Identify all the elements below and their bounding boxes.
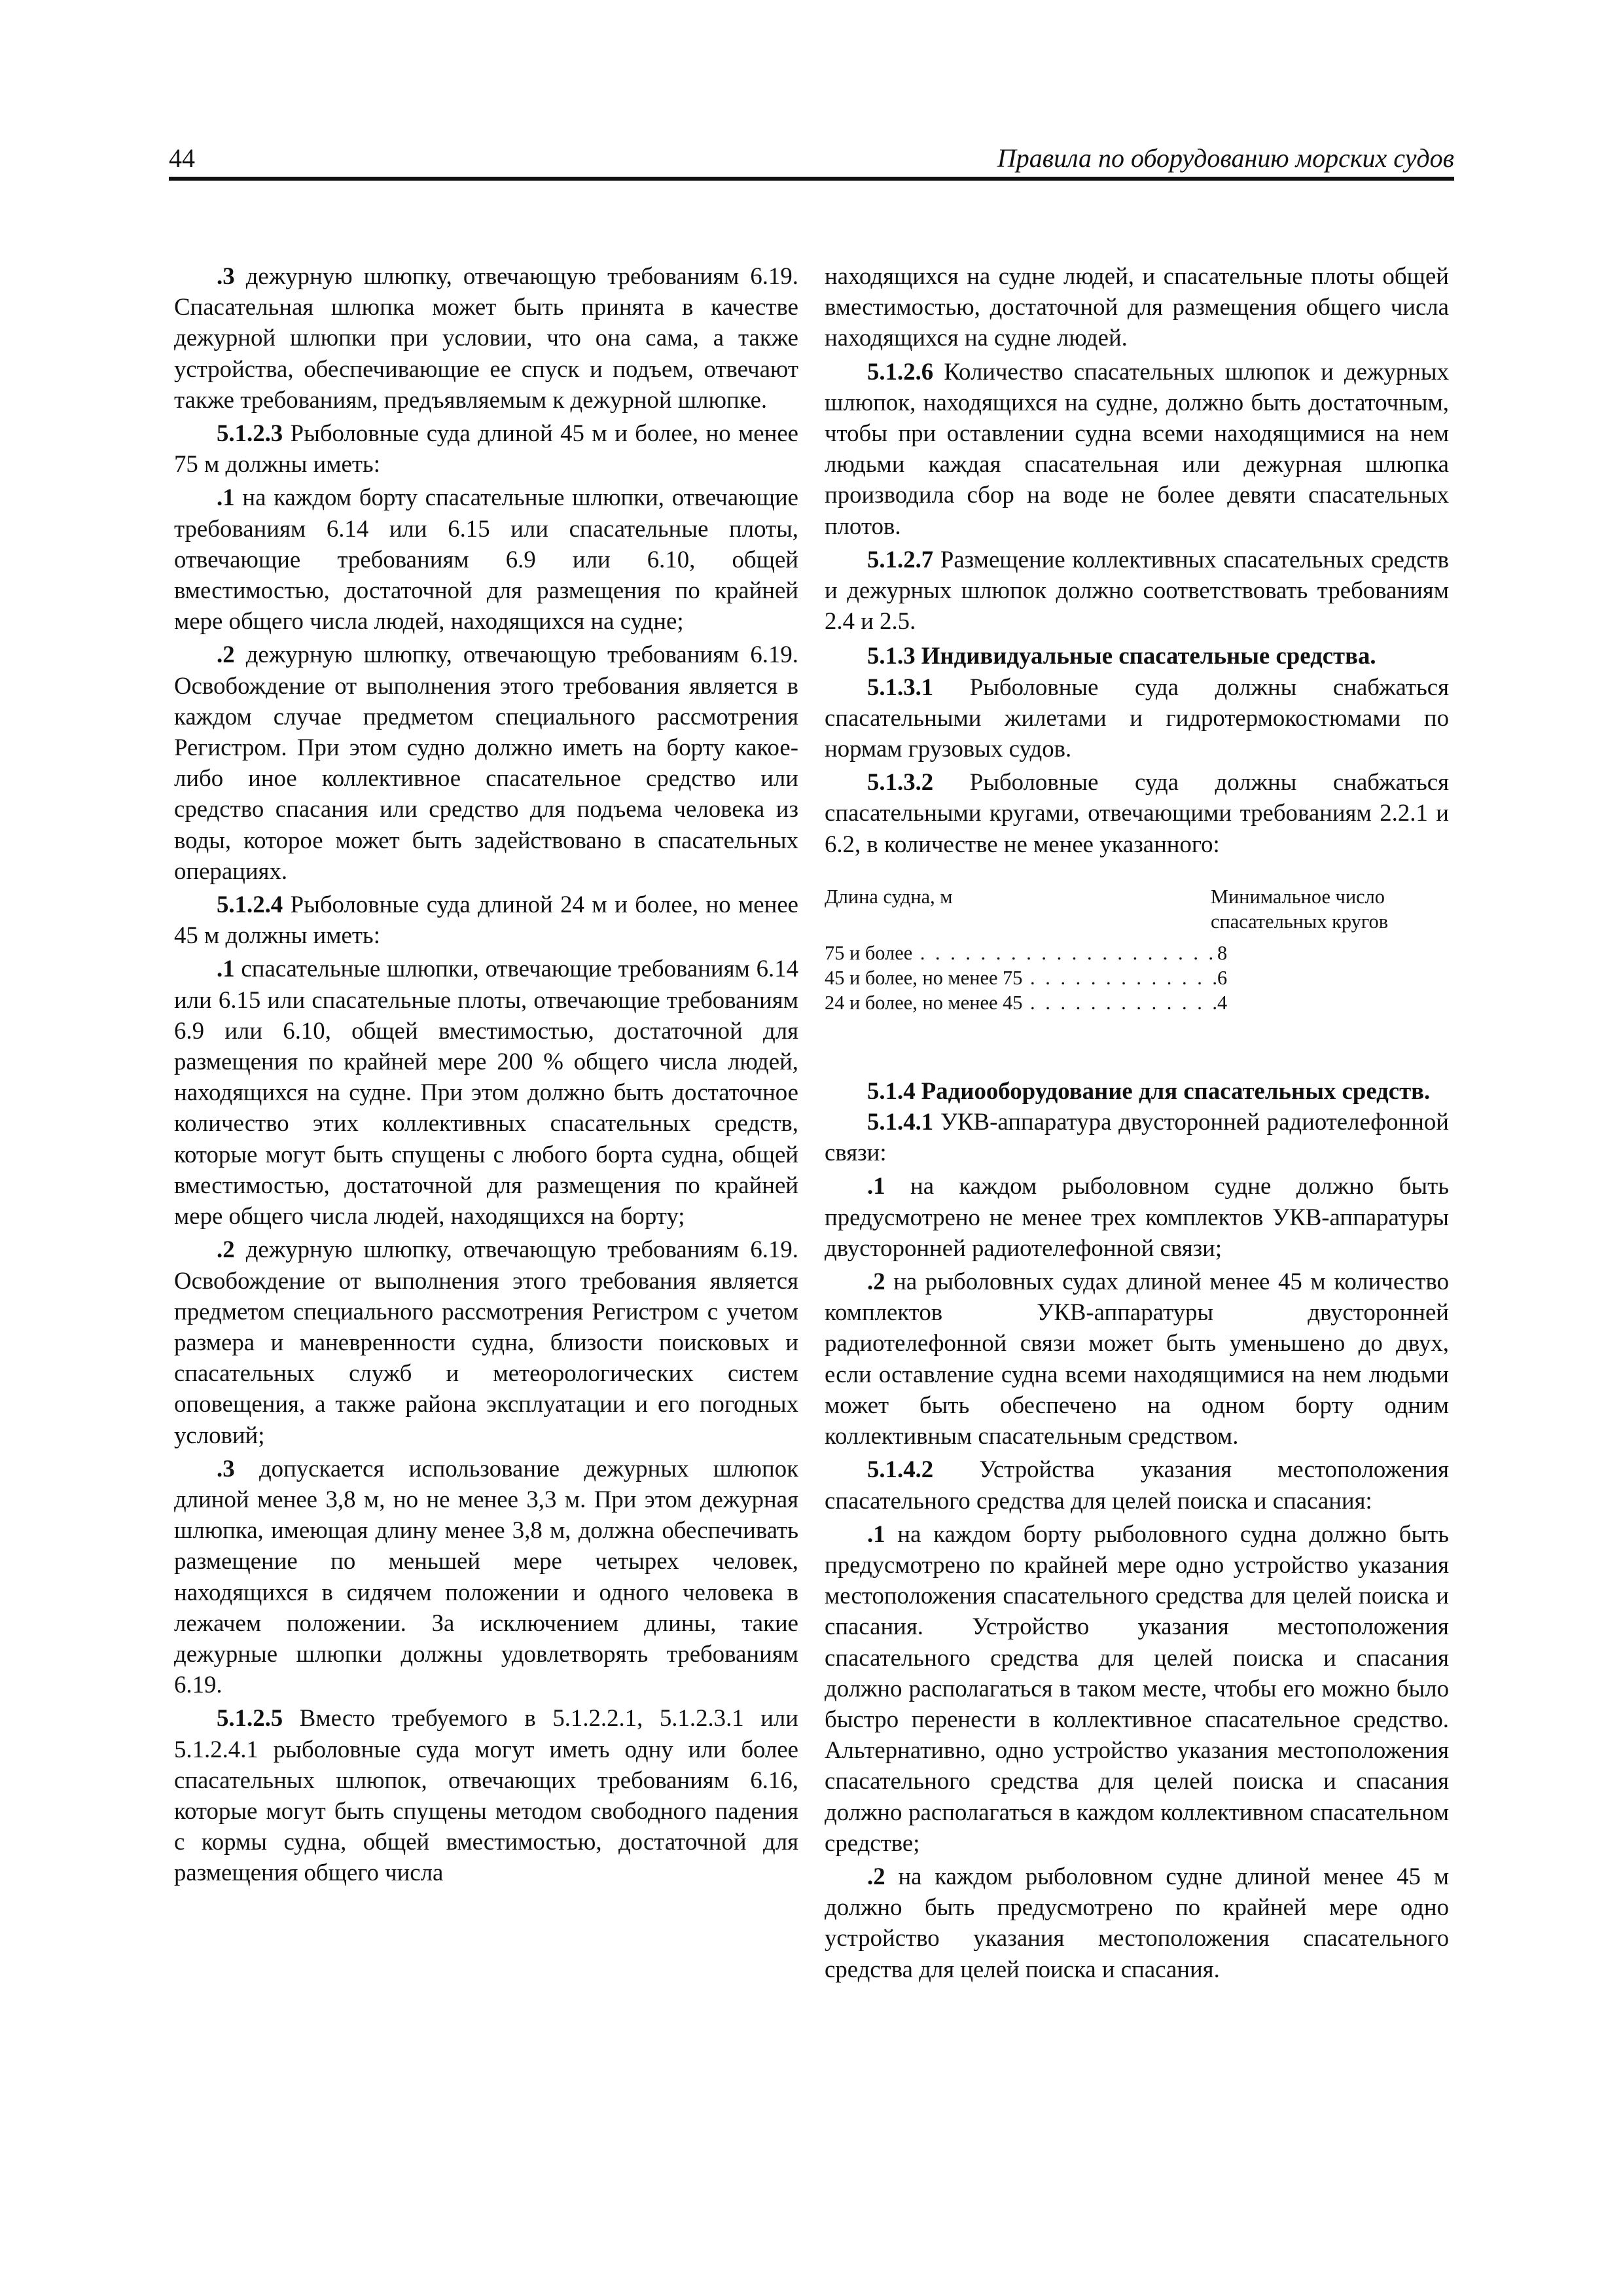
section-heading: 5.1.4 Радиооборудование для спасательных средств. [867, 1077, 1431, 1104]
paragraph: .2 дежурную шлюпку, отвечающую требованиям 6.19. Освобождение от выполнения этого требования является в каждом случае предметом специального рассмотрения Регистром. При этом судно должно иметь на борту какое-либо иное коллективное спасательное средство или средство спасания или средство для подъема человека из воды, которое может быть задействовано в спасательных операциях. [174, 641, 798, 884]
section-heading: 5.1.3 Индивидуальные спасательные средства. [867, 642, 1376, 670]
rings-row-label: 24 и более, но менее 45 . . . [825, 990, 1217, 1015]
paragraph: 5.1.4.2 Устройства указания местоположения спасательного средства для целей поиска и спасания: [825, 1456, 1449, 1514]
rings-table [825, 884, 1449, 1015]
page-number: 44 [169, 143, 195, 173]
paragraph: .1 на каждом рыболовном судне должно быть предусмотрено не менее трех комплектов УКВ-аппаратуры двусторонней радиотелефонной связи; [825, 1172, 1449, 1261]
rings-row-label: 75 и более . . . [825, 941, 1217, 965]
table-row [825, 990, 1449, 1015]
paragraph: 5.1.4.1 УКВ-аппаратура двусторонней радиотелефонной связи: [825, 1108, 1449, 1166]
rings-table-header [825, 884, 1449, 934]
running-title: Правила по оборудованию морских судов [997, 143, 1454, 173]
right-column [825, 260, 1449, 1984]
rings-col-length: Длина судна, м [825, 885, 953, 908]
paragraph: .1 на каждом борту рыболовного судна должно быть предусмотрено по крайней мере одно устройство указания местоположения спасательного средства для целей поиска и спасания. Устройство указания местоположения спасательного средства для целей поиска и спасания должно располагаться в таком месте, чтобы его можно было быстро перенести в коллективное спасательное средство. Альтернативно, одно устройство указания местоположения спасательного средства для целей поиска и спасания должно располагаться в каждом коллективном спасательном средстве; [825, 1520, 1449, 1856]
rings-row-value: 8 [1217, 941, 1228, 964]
paragraph: 5.1.3.1 Рыболовные суда должны снабжаться спасательными жилетами и гидротермокостюмами по нормам грузовых судов. [825, 673, 1449, 762]
paragraph: 5.1.2.5 Вместо требуемого в 5.1.2.2.1, 5.1.2.3.1 или 5.1.2.4.1 рыболовные суда могут иметь одну или более спасательных шлюпок, отвечающих требованиям 6.16, которые могут быть спущены методом свободного падения с кормы судна, общей вместимостью, достаточной для размещения общего числа [174, 1704, 798, 1886]
paragraph: .2 на рыболовных судах длиной менее 45 м количество комплектов УКВ-аппаратуры двусторонней радиотелефонной связи может быть уменьшено до двух, если оставление судна всеми находящимися на нем людьми может быть обеспечено на одном борту одним коллективным спасательным средством. [825, 1268, 1449, 1450]
paragraph: .2 дежурную шлюпку, отвечающую требованиям 6.19. Освобождение от выполнения этого требования является предметом специального рассмотрения Регистром с учетом размера и маневренности судна, близости поисковых и спасательных служб и метеорологических систем оповещения, а также района эксплуатации и его погодных условий; [174, 1236, 798, 1448]
rings-row-label: 45 и более, но менее 75 . . . [825, 965, 1217, 990]
paragraph: 5.1.2.3 Рыболовные суда длиной 45 м и более, но менее 75 м должны иметь: [174, 420, 798, 478]
table-row [825, 965, 1449, 990]
paragraph: 5.1.2.6 Количество спасательных шлюпок и дежурных шлюпок, находящихся на судне, должно быть достаточным, чтобы при оставлении судна всеми находящимися на нем людьми каждая спасательная или дежурная шлюпка производила сбор на воде не более девяти спасательных плотов. [825, 357, 1449, 539]
paragraph: .1 спасательные шлюпки, отвечающие требованиям 6.14 или 6.15 или спасательные плоты, отвечающие требованиям 6.9 или 6.10, общей вместимостью, достаточной для размещения по крайней мере 200 % общего числа людей, находящихся на судне. При этом должно быть достаточное количество этих коллективных спасательных средств, которые могут быть спущены с любого борта судна, общей вместимостью, достаточной для размещения по крайней мере общего числа людей, находящихся на борту; [174, 955, 798, 1230]
paragraph: .2 на каждом рыболовном судне длиной менее 45 м должно быть предусмотрено по крайней мере одно устройство указания местоположения спасательного средства для целей поиска и спасания. [825, 1862, 1449, 1982]
paragraph: .3 допускается использование дежурных шлюпок длиной менее 3,8 м, но не менее 3,3 м. При этом дежурная шлюпка, имеющая длину менее 3,8 м, должна обеспечивать размещение по меньшей мере четырех человек, находящихся в сидячем положении и одного человека в лежачем положении. За исключением длины, такие дежурные шлюпки должны удовлетворять требованиям 6.19. [174, 1454, 798, 1698]
header-rule [169, 177, 1454, 181]
table-row [825, 941, 1449, 965]
paragraph: находящихся на судне людей, и спасательные плоты общей вместимостью, достаточной для размещения общего числа находящихся на судне людей. [825, 262, 1449, 351]
paragraph: 5.1.3.2 Рыболовные суда должны снабжаться спасательными кругами, отвечающими требованиям 2.2.1 и 6.2, в количестве не менее указанного: [825, 768, 1449, 857]
rings-row-value: 4 [1217, 991, 1228, 1014]
paragraph: .1 на каждом борту спасательные шлюпки, отвечающие требованиям 6.14 или 6.15 или спасательные плоты, отвечающие требованиям 6.9 или 6.10, общей вместимостью, достаточной для размещения по крайней мере общего числа людей, находящихся на судне; [174, 484, 798, 635]
rings-row-value: 6 [1217, 966, 1228, 989]
left-column [174, 260, 798, 1888]
paragraph: 5.1.2.4 Рыболовные суда длиной 24 м и более, но менее 45 м должны иметь: [174, 891, 798, 949]
rings-col-count: Минимальное число спасательных кругов [1211, 885, 1389, 933]
paragraph: 5.1.2.7 Размещение коллективных спасательных средств и дежурных шлюпок должно соответствовать требованиям 2.4 и 2.5. [825, 545, 1449, 635]
paragraph: .3 дежурную шлюпку, отвечающую требованиям 6.19. Спасательная шлюпка может быть принята в качестве дежурной шлюпки при условии, что она сама, а также устройства, обеспечивающие ее спуск и подъем, отвечают также требованиям, предъявляемым к дежурной шлюпке. [174, 262, 798, 413]
